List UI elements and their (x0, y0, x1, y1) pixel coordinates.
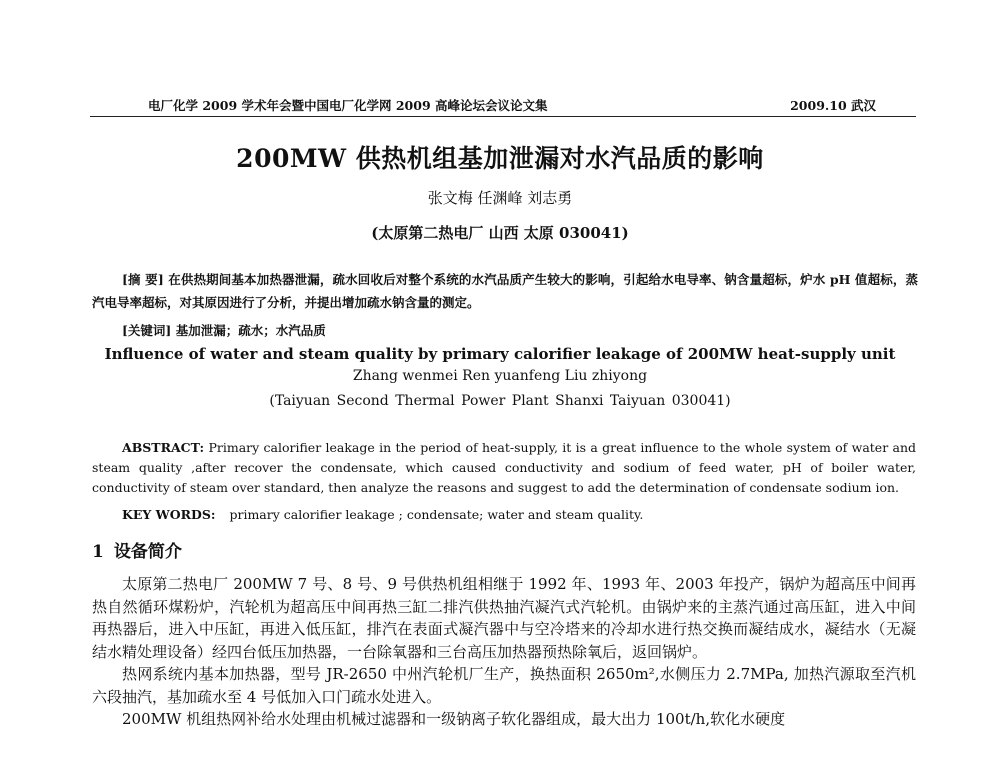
keywords-en-label: KEY WORDS: (122, 507, 216, 522)
affiliation-cn: (太原第二热电厂 山西 太原 030041) (371, 224, 629, 242)
body-text (92, 573, 916, 731)
body-paragraph: 热网系统内基本加热器，型号 JR-2650 中州汽轮机厂生产，换热面积 2650m²,水侧压力 2.7MPa, 加热汽源取至汽机六段抽汽，基加疏水至 4 号低加入口门疏水处进入。 (92, 665, 916, 706)
abstract-en (92, 438, 916, 498)
keywords-en (122, 507, 912, 522)
abstract-cn-text: 在供热期间基本加热器泄漏，疏水回收后对整个系统的水汽品质产生较大的影响，引起给水电导率、钠含量超标，炉水 pH 值超标，蒸汽电导率超标，对其原因进行了分析，并提出增加疏水钠含量的测定。 (92, 272, 918, 310)
keywords-cn-text: 基加泄漏；疏水；水汽品质 (175, 323, 326, 338)
header-left: 电厂化学 2009 学术年会暨中国电厂化学网 2009 高峰论坛会议论文集 (148, 98, 548, 113)
section-number: 1 (92, 542, 104, 562)
keywords-cn-label: [关键词] (122, 323, 172, 338)
body-paragraph: 200MW 机组热网补给水处理由机械过滤器和一级钠离子软化器组成，最大出力 100t/h,软化水硬度 (122, 710, 786, 728)
abstract-cn (92, 268, 918, 314)
keywords-cn (122, 321, 912, 339)
paper-title: 200MW 供热机组基加泄漏对水汽品质的影响 (236, 144, 764, 173)
abstract-cn-label: [摘 要] (122, 272, 164, 287)
abstract-en-text: Primary calorifier leakage in the period of heat-supply, it is a great influence to the whole system of water and steam quality ,after recover the condensate, which caused conductivity and sodium of feed water, pH of boiler water, conductivity of steam over standard, then analyze the reasons and suggest to add the determination of condensate sodium ion. (92, 440, 917, 495)
header-right: 2009.10 武汉 (790, 98, 876, 113)
authors-cn: 张文梅 任渊峰 刘志勇 (427, 189, 573, 207)
authors-en: Zhang wenmei Ren yuanfeng Liu zhiyong (352, 368, 648, 384)
running-header (90, 94, 916, 117)
body-paragraph: 太原第二热电厂 200MW 7 号、8 号、9 号供热机组相继于 1992 年、1993 年、2003 年投产，锅炉为超高压中间再热自然循环煤粉炉，汽轮机为超高压中间再热三缸二排汽供热抽汽凝汽式汽轮机。由锅炉来的主蒸汽通过高压缸，进入中间再热器后，进入中压缸，再进入低压缸，排汽在表面式凝汽器中与空冷塔来的冷却水进行热交换而凝结成水，凝结水（无凝结水精处理设备）经四台低压加热器，一台除氧器和三台高压加热器预热除氧后，返回锅炉。 (92, 575, 916, 661)
paper-title-en: Influence of water and steam quality by primary calorifier leakage of 200MW heat-supply unit (104, 345, 896, 363)
keywords-en-text: primary calorifier leakage ; condensate; water and steam quality. (229, 507, 644, 522)
affiliation-en: (Taiyuan Second Thermal Power Plant Shanxi Taiyuan 030041) (269, 393, 731, 409)
section-title: 设备简介 (113, 542, 182, 562)
section-heading (92, 537, 182, 562)
abstract-en-label: ABSTRACT: (122, 440, 205, 455)
